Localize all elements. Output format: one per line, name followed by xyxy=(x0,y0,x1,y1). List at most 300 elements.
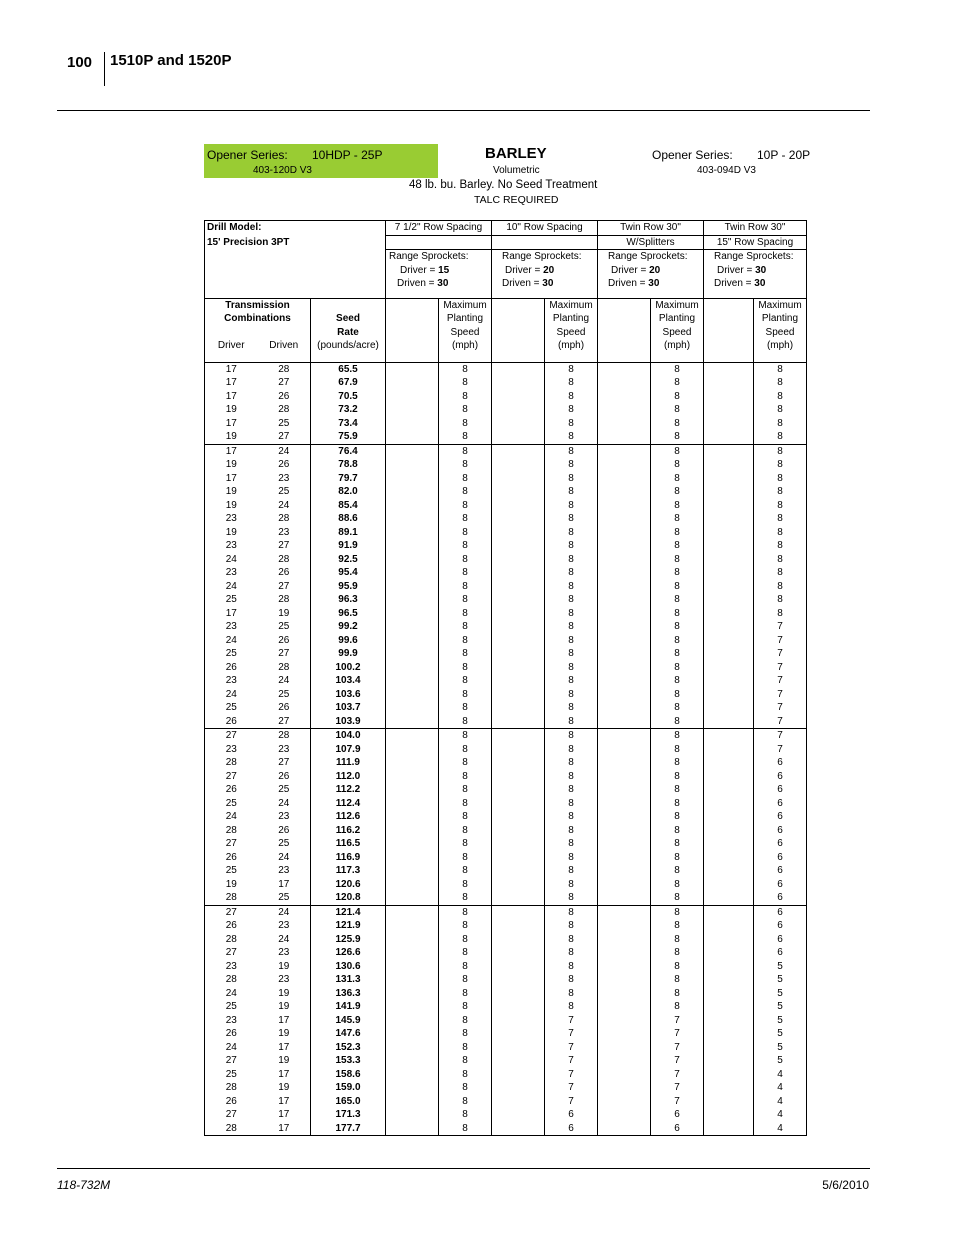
max-speed-value: 8 xyxy=(754,607,807,621)
document-number: 118-732M xyxy=(57,1178,111,1192)
max-speed-header: (mph) xyxy=(754,339,807,353)
max-speed-value: 8 xyxy=(651,729,704,743)
max-speed-value: 8 xyxy=(439,620,492,634)
max-speed-value: 7 xyxy=(754,729,807,743)
seed-rate-value: 111.9 xyxy=(311,756,386,770)
max-speed-value: 8 xyxy=(545,417,598,431)
max-speed-value: 8 xyxy=(754,539,807,553)
table-row xyxy=(205,430,807,444)
driver-value: 23 xyxy=(205,566,258,580)
driven-value: 23 xyxy=(278,865,290,876)
max-speed-value: 8 xyxy=(754,417,807,431)
seed-rate-value: 159.0 xyxy=(311,1081,386,1095)
max-speed-value: 8 xyxy=(651,620,704,634)
driven-value: 19 xyxy=(278,1001,290,1012)
table-row xyxy=(205,553,807,567)
max-speed-header: Maximum xyxy=(545,298,598,312)
driver-value: 27 xyxy=(205,905,258,919)
max-speed-header: Planting xyxy=(545,312,598,326)
max-speed-value: 8 xyxy=(651,417,704,431)
spacing-header: Twin Row 30" xyxy=(598,221,704,236)
max-speed-value: 8 xyxy=(651,526,704,540)
driver-value: 25 xyxy=(205,864,258,878)
max-speed-value: 8 xyxy=(439,810,492,824)
max-speed-value: 8 xyxy=(439,919,492,933)
max-speed-value: 8 xyxy=(651,444,704,458)
max-speed-value: 8 xyxy=(545,797,598,811)
driven-sprocket: Driven = 30 xyxy=(492,277,598,291)
max-speed-value: 7 xyxy=(545,1027,598,1041)
driver-value: 24 xyxy=(205,634,258,648)
table-row xyxy=(205,674,807,688)
seed-rate-value: 141.9 xyxy=(311,1000,386,1014)
max-speed-value: 8 xyxy=(545,960,598,974)
header-divider xyxy=(104,52,105,86)
table-row xyxy=(205,647,807,661)
max-speed-value: 6 xyxy=(754,770,807,784)
table-row xyxy=(205,661,807,675)
max-speed-value: 8 xyxy=(439,362,492,376)
max-speed-value: 6 xyxy=(651,1122,704,1136)
max-speed-value: 5 xyxy=(754,1000,807,1014)
seed-rate-value: 136.3 xyxy=(311,987,386,1001)
seed-rate-value: 85.4 xyxy=(311,499,386,513)
table-row xyxy=(205,1108,807,1122)
spacing-subheader: 15" Row Spacing xyxy=(704,235,807,250)
max-speed-value: 8 xyxy=(545,512,598,526)
max-speed-value: 8 xyxy=(545,878,598,892)
seed-rate-value: 95.9 xyxy=(311,580,386,594)
max-speed-value: 8 xyxy=(545,499,598,513)
talc-note: TALC REQUIRED xyxy=(474,194,559,206)
max-speed-value: 8 xyxy=(439,472,492,486)
table-row xyxy=(205,458,807,472)
driver-value: 26 xyxy=(205,783,258,797)
table-row xyxy=(205,688,807,702)
table-row xyxy=(205,539,807,553)
max-speed-value: 8 xyxy=(439,933,492,947)
max-speed-value: 8 xyxy=(651,593,704,607)
driver-value: 19 xyxy=(205,485,258,499)
max-speed-value: 6 xyxy=(754,891,807,905)
max-speed-value: 8 xyxy=(545,715,598,729)
max-speed-value: 7 xyxy=(754,743,807,757)
max-speed-value: 8 xyxy=(439,593,492,607)
header-rule xyxy=(57,110,870,111)
max-speed-value: 8 xyxy=(754,526,807,540)
max-speed-value: 8 xyxy=(545,390,598,404)
max-speed-value: 8 xyxy=(545,864,598,878)
driver-value: 27 xyxy=(205,729,258,743)
opener-right-label: Opener Series: xyxy=(652,148,733,162)
driven-value: 19 xyxy=(278,987,290,999)
driver-value: 17 xyxy=(205,472,258,486)
opener-right-value: 10P - 20P xyxy=(757,148,811,162)
table-row xyxy=(205,634,807,648)
driven-value: 27 xyxy=(278,431,290,442)
max-speed-value: 8 xyxy=(439,960,492,974)
seed-rate-value: 95.4 xyxy=(311,566,386,580)
seed-rate-value: 116.5 xyxy=(311,837,386,851)
driven-value: 24 xyxy=(258,444,311,458)
max-speed-value: 8 xyxy=(545,593,598,607)
driven-value: 23 xyxy=(278,811,290,822)
seed-rate-value: 107.9 xyxy=(311,743,386,757)
max-speed-value: 8 xyxy=(651,688,704,702)
table-row xyxy=(205,919,807,933)
seed-rate-value: 76.4 xyxy=(311,444,386,458)
table-row xyxy=(205,620,807,634)
max-speed-value: 8 xyxy=(651,634,704,648)
table-row xyxy=(205,756,807,770)
driver-value: 28 xyxy=(205,973,258,987)
max-speed-value: 8 xyxy=(754,403,807,417)
max-speed-value: 8 xyxy=(651,933,704,947)
table-row xyxy=(205,1000,807,1014)
spacing-header: Twin Row 30" xyxy=(704,221,807,236)
driven-value: 23 xyxy=(278,526,290,538)
max-speed-value: 8 xyxy=(545,526,598,540)
max-speed-value: 8 xyxy=(545,362,598,376)
driver-value: 26 xyxy=(205,1027,258,1041)
driver-value: 27 xyxy=(205,837,258,851)
driven-value: 28 xyxy=(278,363,290,375)
max-speed-value: 8 xyxy=(651,674,704,688)
max-speed-value: 8 xyxy=(439,878,492,892)
table-row xyxy=(205,390,807,404)
table-row xyxy=(205,376,807,390)
seed-rate-value: 103.6 xyxy=(311,688,386,702)
page-title: 1510P and 1520P xyxy=(110,52,232,69)
max-speed-value: 4 xyxy=(754,1122,807,1136)
driver-value: 17 xyxy=(205,417,258,431)
max-speed-value: 8 xyxy=(651,837,704,851)
seed-rate-value: 73.4 xyxy=(311,417,386,431)
seed-rate-value: 96.5 xyxy=(311,607,386,621)
driver-value: 28 xyxy=(205,933,258,947)
seed-rate-header: Rate xyxy=(311,326,386,340)
max-speed-value: 7 xyxy=(545,1081,598,1095)
crop-title: BARLEY xyxy=(485,145,547,162)
max-speed-value: 6 xyxy=(754,878,807,892)
max-speed-value: 8 xyxy=(439,634,492,648)
range-sprockets-label: Range Sprockets: xyxy=(492,250,598,264)
max-speed-value: 8 xyxy=(545,430,598,444)
spacing-subheader xyxy=(386,235,492,250)
driven-value: 27 xyxy=(278,580,290,592)
table-row xyxy=(205,1054,807,1068)
max-speed-value: 8 xyxy=(439,891,492,905)
max-speed-value: 8 xyxy=(651,512,704,526)
max-speed-value: 7 xyxy=(754,688,807,702)
driver-value: 17 xyxy=(205,390,258,404)
seed-rate-value: 103.9 xyxy=(311,715,386,729)
opener-right-code: 403-094D V3 xyxy=(697,165,756,176)
max-speed-value: 6 xyxy=(754,851,807,865)
driver-value: 23 xyxy=(205,674,258,688)
max-speed-value: 8 xyxy=(651,403,704,417)
driver-value: 25 xyxy=(205,1068,258,1082)
max-speed-value: 8 xyxy=(545,674,598,688)
seed-rate-value: 99.2 xyxy=(311,620,386,634)
max-speed-value: 7 xyxy=(754,647,807,661)
max-speed-value: 8 xyxy=(651,430,704,444)
driver-value: 23 xyxy=(205,743,258,757)
driven-value: 23 xyxy=(278,920,290,931)
max-speed-header: Speed xyxy=(545,326,598,340)
max-speed-value: 8 xyxy=(545,472,598,486)
driver-value: 19 xyxy=(205,403,258,417)
max-speed-value: 4 xyxy=(754,1095,807,1109)
drill-model: 15' Precision 3PT xyxy=(205,235,386,250)
max-speed-value: 8 xyxy=(439,512,492,526)
max-speed-value: 5 xyxy=(754,987,807,1001)
max-speed-value: 8 xyxy=(439,647,492,661)
max-speed-value: 8 xyxy=(651,973,704,987)
range-sprockets-label: Range Sprockets: xyxy=(704,250,807,264)
max-speed-value: 4 xyxy=(754,1081,807,1095)
seed-rate-value: 78.8 xyxy=(311,458,386,472)
driver-value: 24 xyxy=(205,553,258,567)
max-speed-value: 8 xyxy=(439,837,492,851)
max-speed-value: 8 xyxy=(651,539,704,553)
max-speed-value: 8 xyxy=(545,607,598,621)
driven-value: 24 xyxy=(278,933,290,945)
max-speed-value: 8 xyxy=(651,715,704,729)
driven-value: 27 xyxy=(278,715,290,727)
max-speed-value: 8 xyxy=(545,783,598,797)
driven-value: 23 xyxy=(278,947,290,958)
driven-value: 28 xyxy=(258,729,311,743)
driven-value: 17 xyxy=(278,1109,290,1120)
max-speed-value: 8 xyxy=(439,580,492,594)
max-speed-value: 7 xyxy=(754,701,807,715)
max-speed-value: 6 xyxy=(754,810,807,824)
max-speed-value: 8 xyxy=(651,743,704,757)
seed-rate-value: 67.9 xyxy=(311,376,386,390)
max-speed-value: 6 xyxy=(754,864,807,878)
driver-value: 19 xyxy=(205,499,258,513)
max-speed-value: 8 xyxy=(545,458,598,472)
driven-value: 26 xyxy=(278,824,290,836)
table-row xyxy=(205,566,807,580)
max-speed-value: 8 xyxy=(439,756,492,770)
max-speed-value: 8 xyxy=(545,756,598,770)
spacing-header: 7 1/2" Row Spacing xyxy=(386,221,492,236)
driver-value: 25 xyxy=(205,593,258,607)
driven-value: 19 xyxy=(278,1028,290,1039)
max-speed-value: 7 xyxy=(754,674,807,688)
metering-method: Volumetric xyxy=(493,165,540,176)
table-row xyxy=(205,607,807,621)
max-speed-value: 8 xyxy=(439,458,492,472)
max-speed-value: 8 xyxy=(754,553,807,567)
driver-value: 23 xyxy=(205,512,258,526)
max-speed-value: 8 xyxy=(439,553,492,567)
seed-rate-value: 116.9 xyxy=(311,851,386,865)
max-speed-header: Planting xyxy=(439,312,492,326)
max-speed-value: 7 xyxy=(651,1068,704,1082)
spacing-header: 10" Row Spacing xyxy=(492,221,598,236)
max-speed-value: 7 xyxy=(651,1081,704,1095)
driver-header: Driver xyxy=(205,339,258,353)
max-speed-value: 8 xyxy=(754,593,807,607)
max-speed-value: 8 xyxy=(651,797,704,811)
seed-rate-value: 121.9 xyxy=(311,919,386,933)
table-row xyxy=(205,485,807,499)
driver-value: 19 xyxy=(205,526,258,540)
driver-sprocket: Driver = 15 xyxy=(386,264,492,278)
table-row xyxy=(205,1095,807,1109)
max-speed-value: 8 xyxy=(439,607,492,621)
max-speed-value: 8 xyxy=(545,688,598,702)
max-speed-header: Planting xyxy=(651,312,704,326)
max-speed-value: 8 xyxy=(545,580,598,594)
table-row xyxy=(205,891,807,905)
max-speed-value: 5 xyxy=(754,1027,807,1041)
max-speed-value: 8 xyxy=(545,444,598,458)
max-speed-value: 8 xyxy=(651,458,704,472)
max-speed-value: 8 xyxy=(439,688,492,702)
max-speed-value: 8 xyxy=(651,499,704,513)
max-speed-value: 8 xyxy=(651,960,704,974)
max-speed-value: 8 xyxy=(651,701,704,715)
max-speed-value: 8 xyxy=(439,1122,492,1136)
driver-value: 24 xyxy=(205,580,258,594)
max-speed-header: Speed xyxy=(651,326,704,340)
max-speed-value: 8 xyxy=(651,878,704,892)
max-speed-value: 8 xyxy=(545,851,598,865)
max-speed-value: 7 xyxy=(754,620,807,634)
max-speed-value: 8 xyxy=(439,661,492,675)
driven-value: 24 xyxy=(258,905,311,919)
driver-sprocket: Driver = 30 xyxy=(704,264,807,278)
table-row xyxy=(205,526,807,540)
table-row xyxy=(205,905,807,919)
max-speed-value: 8 xyxy=(439,973,492,987)
driver-value: 26 xyxy=(205,715,258,729)
max-speed-value: 6 xyxy=(754,946,807,960)
driven-value: 26 xyxy=(278,702,290,713)
max-speed-value: 5 xyxy=(754,973,807,987)
seed-rate-value: 70.5 xyxy=(311,390,386,404)
max-speed-value: 7 xyxy=(545,1041,598,1055)
max-speed-value: 8 xyxy=(651,472,704,486)
max-speed-value: 8 xyxy=(545,905,598,919)
seed-rate-value: 91.9 xyxy=(311,539,386,553)
seed-rate-value: 131.3 xyxy=(311,973,386,987)
driven-value: 28 xyxy=(278,594,290,605)
max-speed-value: 8 xyxy=(545,647,598,661)
max-speed-value: 8 xyxy=(651,810,704,824)
max-speed-value: 8 xyxy=(439,1027,492,1041)
max-speed-value: 8 xyxy=(439,715,492,729)
max-speed-value: 8 xyxy=(439,444,492,458)
max-speed-value: 8 xyxy=(651,566,704,580)
max-speed-value: 8 xyxy=(545,810,598,824)
seed-rate-value: 112.2 xyxy=(311,783,386,797)
max-speed-header: Maximum xyxy=(439,298,492,312)
max-speed-value: 7 xyxy=(651,1095,704,1109)
driver-value: 25 xyxy=(205,701,258,715)
seed-rate-value: 120.6 xyxy=(311,878,386,892)
seed-rate-value: 88.6 xyxy=(311,512,386,526)
driver-value: 26 xyxy=(205,661,258,675)
driver-value: 17 xyxy=(205,362,258,376)
max-speed-value: 8 xyxy=(651,851,704,865)
spacing-subheader: W/Splitters xyxy=(598,235,704,250)
driven-sprocket: Driven = 30 xyxy=(598,277,704,291)
seed-rate-value: 145.9 xyxy=(311,1014,386,1028)
table-row xyxy=(205,743,807,757)
opener-left-value: 10HDP - 25P xyxy=(312,148,383,162)
seed-rate-header: Seed xyxy=(311,312,386,326)
driver-value: 27 xyxy=(205,1054,258,1068)
seed-rate-value: 99.6 xyxy=(311,634,386,648)
driver-value: 26 xyxy=(205,919,258,933)
max-speed-value: 6 xyxy=(545,1122,598,1136)
max-speed-value: 8 xyxy=(439,499,492,513)
max-speed-value: 8 xyxy=(439,430,492,444)
seed-rate-value: 171.3 xyxy=(311,1108,386,1122)
max-speed-value: 6 xyxy=(545,1108,598,1122)
driver-value: 17 xyxy=(205,607,258,621)
driven-value: 27 xyxy=(278,757,290,768)
max-speed-value: 8 xyxy=(651,770,704,784)
seed-rate-value: 99.9 xyxy=(311,647,386,661)
max-speed-value: 8 xyxy=(754,458,807,472)
max-speed-value: 8 xyxy=(545,824,598,838)
drill-model-label: Drill Model: xyxy=(205,221,386,236)
max-speed-value: 6 xyxy=(754,783,807,797)
max-speed-value: 8 xyxy=(651,891,704,905)
driver-value: 24 xyxy=(205,810,258,824)
table-row xyxy=(205,770,807,784)
table-row xyxy=(205,946,807,960)
max-speed-value: 6 xyxy=(754,837,807,851)
max-speed-value: 6 xyxy=(754,919,807,933)
table-row xyxy=(205,1122,807,1136)
max-speed-value: 8 xyxy=(754,472,807,486)
driven-value: 26 xyxy=(278,770,290,782)
max-speed-header: (mph) xyxy=(545,339,598,353)
driven-value: 24 xyxy=(278,675,290,686)
max-speed-value: 8 xyxy=(754,580,807,594)
driver-value: 28 xyxy=(205,1081,258,1095)
max-speed-value: 8 xyxy=(651,390,704,404)
seed-rate-value: 126.6 xyxy=(311,946,386,960)
driven-value: 19 xyxy=(278,1055,290,1066)
seed-rate-value: 96.3 xyxy=(311,593,386,607)
table-row xyxy=(205,417,807,431)
seed-rate-value: 104.0 xyxy=(311,729,386,743)
table-row xyxy=(205,715,807,729)
max-speed-value: 8 xyxy=(754,362,807,376)
document-date: 5/6/2010 xyxy=(822,1178,869,1192)
driven-value: 17 xyxy=(258,1122,311,1136)
table-row xyxy=(205,472,807,486)
max-speed-value: 6 xyxy=(651,1108,704,1122)
max-speed-value: 8 xyxy=(545,933,598,947)
driven-value: 28 xyxy=(278,513,290,524)
max-speed-value: 8 xyxy=(439,485,492,499)
driver-value: 24 xyxy=(205,688,258,702)
max-speed-value: 7 xyxy=(754,634,807,648)
table-row xyxy=(205,783,807,797)
driven-value: 25 xyxy=(278,838,290,849)
max-speed-value: 8 xyxy=(651,946,704,960)
max-speed-value: 8 xyxy=(754,485,807,499)
